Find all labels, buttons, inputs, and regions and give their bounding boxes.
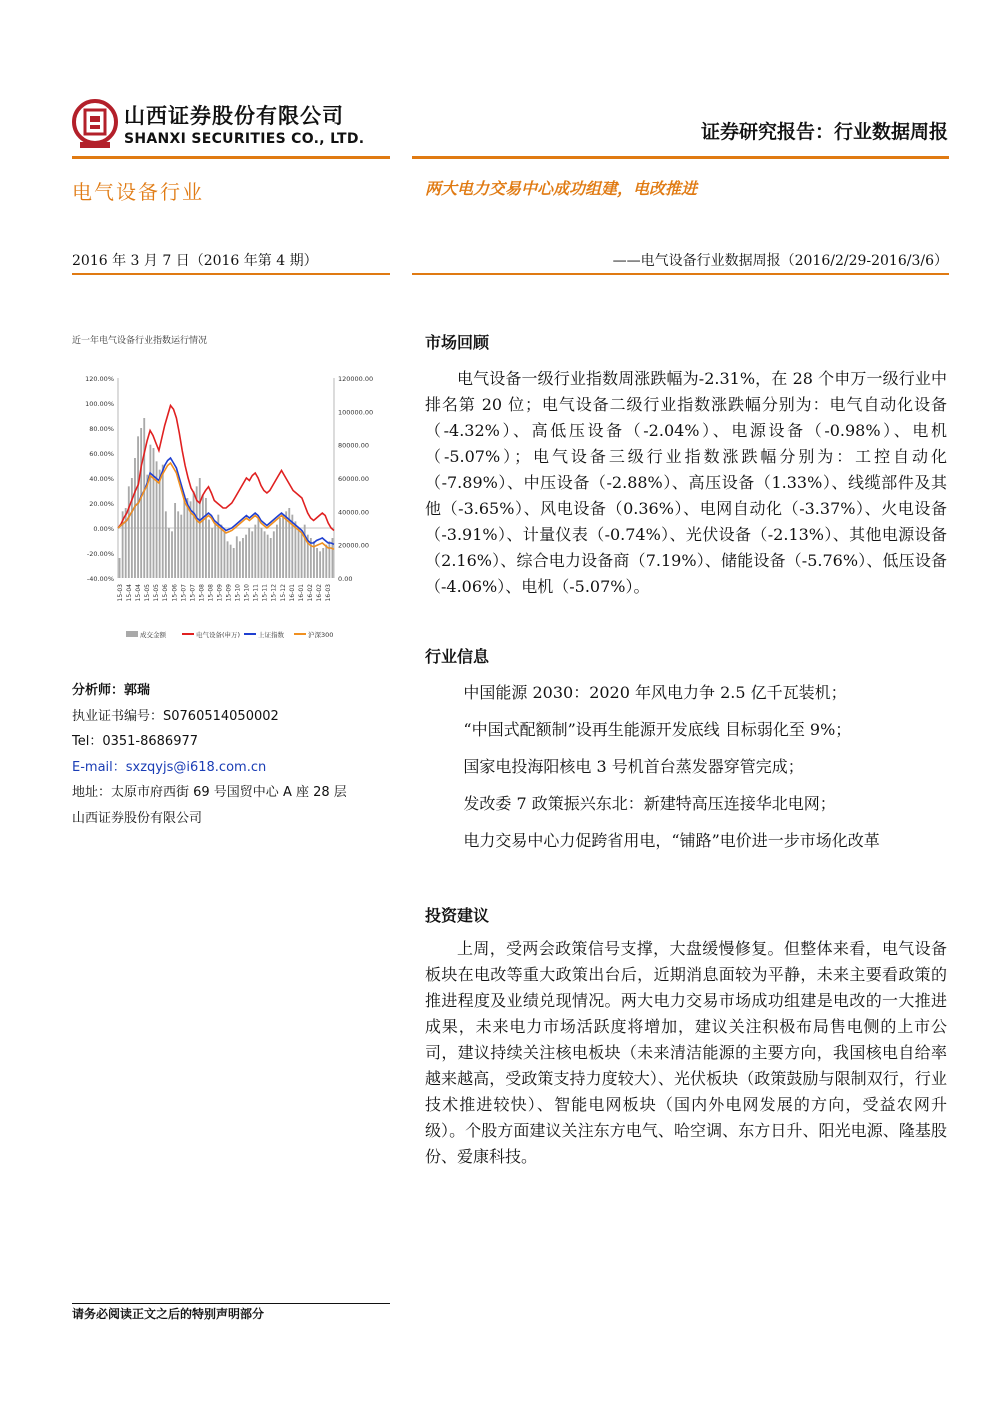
- chart-volume-bar: [285, 511, 287, 578]
- industry-index-chart: [72, 360, 382, 650]
- chart-right-tick-label: 100000.00: [338, 408, 374, 417]
- section-title-market: 市场回顾: [425, 333, 490, 352]
- chart-x-tick-label: 16-01: [288, 584, 296, 602]
- chart-volume-bar: [125, 508, 127, 578]
- chart-volume-bar: [119, 558, 121, 578]
- chart-legend-label: 上证指数: [258, 631, 284, 639]
- chart-volume-bar: [171, 531, 173, 578]
- chart-volume-bar: [137, 436, 139, 578]
- analyst-name: 分析师：郭瑞: [72, 683, 151, 698]
- chart-volume-bar: [202, 495, 204, 578]
- chart-legend-label: 沪深300: [308, 631, 334, 639]
- chart-x-tick-label: 16-02: [306, 584, 314, 602]
- chart-x-tick-label: 15-11: [252, 584, 260, 602]
- chart-volume-bar: [199, 478, 201, 578]
- chart-volume-bar: [214, 523, 216, 578]
- chart-volume-bar: [140, 428, 142, 578]
- chart-volume-bar: [310, 538, 312, 578]
- chart-x-tick-label: 15-12: [279, 584, 287, 602]
- chart-volume-bar: [316, 548, 318, 578]
- analyst-email[interactable]: E-mail：sxzqyjs@i618.com.cn: [72, 759, 267, 775]
- chart-volume-bar: [282, 515, 284, 578]
- market-review-paragraph: 电气设备一级行业指数周涨跌幅为-2.31%，在 28 个申万一级行业中排名第 20 位；电气设备二级行业指数涨跌幅分别为：电气自动化设备（-4.32%）、高低压设备（-2.04%）、电源设备（-0.98%）、电机（-5.07%）；电气设备三级行业指数涨跌幅分别为：工控自动化（-7.89%）、中压设备（-2.88%）、高压设备（1.33%）、线缆部件及其他（-3.65%）、风电设备（0.36%）、电网自动化（-3.37%）、火电设备（-3.91%）、计量仪表（-0.74%）、光伏设备（-2.13%）、其他电源设备（2.16%）、综合电力设备商（7.19%）、储能设备（-5.76%）、低压设备（-4.06%）、电机（-5.07%）。: [425, 369, 947, 596]
- header-rule: [72, 156, 949, 159]
- chart-volume-bar: [177, 511, 179, 578]
- chart-legend-swatch: [126, 631, 138, 637]
- chart-left-tick-label: 20.00%: [89, 500, 114, 508]
- investment-advice-paragraph: 上周，受两会政策信号支撑，大盘缓慢修复。但整体来看，电气设备板块在电改等重大政策出台后，近期消息面较为平静，未来主要看政策的推进程度及业绩兑现情况。两大电力交易市场成功组建是电改的一大推进成果，未来电力市场活跃度将增加，建议关注积极布局售电侧的上市公司，建议持续关注核电板块（未来清洁能源的主要方向，我国核电自给率越来越高，受政策支持力度较大）、光伏板块（政策鼓励与限制双行，行业技术推进较快）、智能电网板块（国内外电网发展的方向，受益农网升级）。个股方面建议关注东方电气、哈空调、东方日升、阳光电源、隆基股份、爱康科技。: [425, 939, 947, 1166]
- chart-volume-bar: [149, 445, 151, 578]
- date-rule-left: [72, 273, 390, 275]
- chart-volume-bar: [257, 518, 259, 578]
- report-headline: 两大电力交易中心成功组建，电改推进: [425, 179, 698, 198]
- chart-x-tick-label: 15-04: [135, 584, 143, 602]
- chart-volume-bar: [205, 498, 207, 578]
- chart-right-tick-label: 80000.00: [338, 441, 370, 450]
- chart-title: 近一年电气设备行业指数运行情况: [72, 336, 208, 346]
- chart-volume-bar: [143, 418, 145, 578]
- chart-volume-bar: [183, 495, 185, 578]
- chart-x-tick-label: 15-06: [171, 584, 179, 602]
- chart-x-tick-label: 15-03: [117, 584, 124, 602]
- chart-volume-bar: [193, 491, 195, 578]
- chart-volume-bar: [319, 551, 321, 578]
- chart-volume-bar: [230, 545, 232, 578]
- chart-volume-bar: [254, 525, 256, 578]
- chart-volume-bar: [325, 545, 327, 578]
- chart-x-tick-label: 15-12: [270, 584, 278, 602]
- company-name-en: SHANXI SECURITIES CO., LTD.: [124, 131, 365, 147]
- chart-x-tick-label: 15-11: [261, 584, 269, 602]
- news-item: 发改委 7 政策振兴东北：新建特高压连接华北电网；: [463, 794, 836, 813]
- chart-volume-bar: [153, 448, 155, 578]
- chart-x-tick-label: 15-07: [180, 584, 188, 602]
- chart-legend-label: 成交金额: [140, 631, 166, 639]
- analyst-tel: Tel：0351-8686977: [72, 734, 199, 749]
- chart-volume-bar: [208, 520, 210, 578]
- footer-rule: [72, 1303, 390, 1304]
- analyst-company: 山西证券股份有限公司: [72, 810, 203, 826]
- analyst-info: [72, 678, 347, 831]
- chart-volume-bar: [174, 503, 176, 578]
- chart-right-tick-label: 40000.00: [338, 508, 370, 517]
- analyst-cert: 执业证书编号：S0760514050002: [72, 708, 279, 724]
- chart-legend-label: 电气设备(申万): [196, 631, 241, 639]
- header-rule-gap: [390, 156, 412, 159]
- report-subtitle: ——电气设备行业数据周报（2016/2/29-2016/3/6）: [612, 253, 948, 269]
- chart-right-tick-label: 20000.00: [338, 541, 370, 550]
- chart-volume-bar: [233, 548, 235, 578]
- chart-x-tick-label: 15-09: [216, 584, 224, 602]
- chart-left-tick-label: 80.00%: [89, 425, 114, 433]
- chart-volume-bar: [301, 531, 303, 578]
- chart-x-tick-label: 15-05: [153, 584, 161, 602]
- chart-right-tick-label: 60000.00: [338, 475, 370, 483]
- chart-right-tick-label: 120000.00: [338, 375, 374, 383]
- chart-volume-bar: [264, 531, 266, 578]
- chart-volume-bar: [328, 541, 330, 578]
- chart-x-tick-label: 15-10: [234, 584, 242, 602]
- chart-left-tick-label: -20.00%: [86, 550, 114, 558]
- news-item: 中国能源 2030：2020 年风电力争 2.5 亿千瓦装机；: [463, 683, 847, 702]
- chart-volume-bar: [242, 538, 244, 578]
- industry-news-list: [425, 680, 947, 865]
- section-title-invest: 投资建议: [425, 906, 490, 925]
- chart-volume-bar: [146, 475, 148, 578]
- news-item: 电力交易中心力促跨省用电，“铺路”电价进一步市场化改革: [463, 831, 880, 850]
- chart-volume-bar: [236, 536, 238, 578]
- footer-disclaimer: 请务必阅读正文之后的特别声明部分: [72, 1307, 265, 1321]
- chart-volume-bar: [187, 498, 189, 578]
- chart-volume-bar: [298, 528, 300, 578]
- analyst-address: 地址：太原市府西街 69 号国贸中心 A 座 28 层: [72, 785, 347, 800]
- news-item: 国家电投海阳核电 3 号机首台蒸发器穿管完成；: [463, 757, 804, 776]
- chart-volume-bar: [159, 470, 161, 578]
- chart-x-tick-label: 16-01: [297, 584, 305, 602]
- chart-volume-bar: [248, 528, 250, 578]
- chart-volume-bar: [267, 535, 269, 578]
- chart-left-tick-label: 60.00%: [89, 450, 114, 458]
- market-review-text: [425, 366, 947, 600]
- company-name-cn: 山西证券股份有限公司: [124, 104, 344, 128]
- chart-volume-bar: [224, 531, 226, 578]
- chart-volume-bar: [227, 541, 229, 578]
- chart-left-tick-label: 0.00%: [93, 525, 114, 533]
- report-type: 证券研究报告：行业数据周报: [700, 121, 948, 143]
- chart-volume-bar: [273, 531, 275, 578]
- chart-right-tick-label: 0.00: [338, 575, 353, 583]
- chart-volume-bar: [261, 528, 263, 578]
- chart-volume-bar: [276, 525, 278, 578]
- chart-x-tick-label: 15-10: [243, 584, 251, 602]
- chart-volume-bar: [220, 525, 222, 578]
- chart-x-tick-label: 15-06: [162, 584, 170, 602]
- chart-left-tick-label: 100.00%: [85, 400, 114, 408]
- chart-volume-bar: [251, 531, 253, 578]
- chart-x-tick-label: 16-03: [325, 584, 332, 602]
- chart-x-tick-label: 15-09: [225, 584, 233, 602]
- chart-x-tick-label: 15-08: [198, 584, 206, 602]
- report-date: 2016 年 3 月 7 日（2016 年第 4 期）: [72, 253, 318, 269]
- news-item: “中国式配额制”设再生能源开发底线 目标弱化至 9%；: [463, 720, 852, 739]
- chart-left-tick-label: 40.00%: [89, 475, 114, 483]
- chart-x-tick-label: 15-08: [207, 584, 215, 602]
- chart-volume-bar: [162, 465, 164, 578]
- chart-volume-bar: [168, 528, 170, 578]
- date-rule-right: [412, 273, 949, 275]
- industry-name: 电气设备行业: [72, 180, 204, 204]
- chart-volume-bar: [295, 521, 297, 578]
- chart-volume-bar: [134, 458, 136, 578]
- chart-volume-bar: [211, 528, 213, 578]
- chart-x-tick-label: 15-04: [126, 584, 134, 602]
- chart-x-tick-label: 16-02: [315, 584, 323, 602]
- chart-volume-bar: [322, 548, 324, 578]
- chart-x-tick-label: 15-07: [189, 584, 197, 602]
- chart-volume-bar: [128, 486, 130, 578]
- chart-volume-bar: [279, 518, 281, 578]
- chart-x-tick-label: 15-05: [144, 584, 152, 602]
- chart-left-tick-label: -40.00%: [86, 575, 114, 583]
- chart-volume-bar: [165, 511, 167, 578]
- section-title-news: 行业信息: [425, 647, 490, 666]
- chart-volume-bar: [131, 478, 133, 578]
- shanxi-securities-logo-icon: [72, 96, 118, 150]
- chart-left-tick-label: 120.00%: [85, 375, 114, 383]
- chart-volume-bar: [245, 535, 247, 578]
- chart-volume-bar: [270, 538, 272, 578]
- chart-volume-bar: [180, 515, 182, 578]
- chart-volume-bar: [239, 541, 241, 578]
- investment-advice-text: [425, 936, 947, 1170]
